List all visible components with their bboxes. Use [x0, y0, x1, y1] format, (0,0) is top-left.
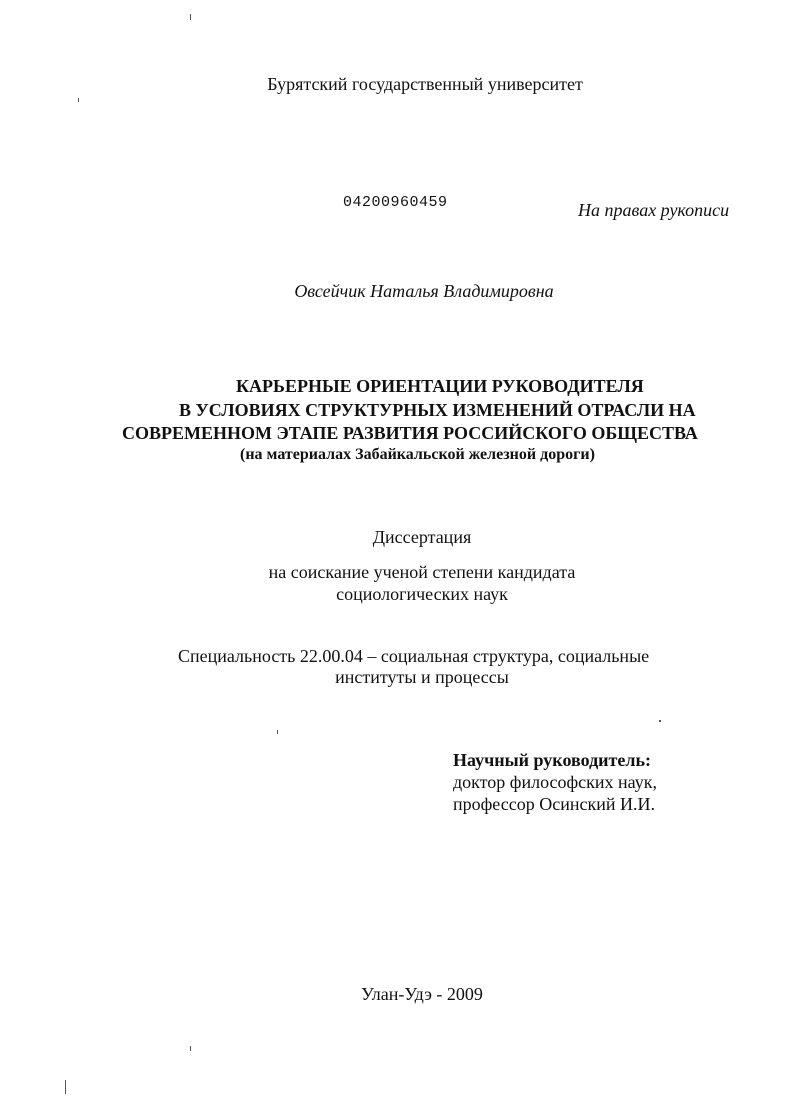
- scan-speck: [190, 1046, 191, 1051]
- place-year: Улан-Удэ - 2009: [361, 984, 483, 1004]
- degree-line-2: социологических наук: [336, 584, 508, 604]
- registry-number: 04200960459: [343, 194, 448, 211]
- title-subtitle: (на материалах Забайкальской железной дороги): [240, 446, 595, 463]
- document-type: Диссертация: [372, 527, 472, 547]
- supervisor-degree: доктор философских наук,: [453, 772, 657, 792]
- scan-speck: [659, 720, 661, 722]
- specialty-line-2: институты и процессы: [335, 667, 509, 687]
- title-line-3: СОВРЕМЕННОМ ЭТАПЕ РАЗВИТИЯ РОССИЙСКОГО ОБЩЕСТВА: [122, 423, 698, 443]
- scan-speck: [65, 1080, 66, 1094]
- supervisor-name: профессор Осинский И.И.: [453, 794, 655, 814]
- rights-note: На правах рукописи: [578, 200, 730, 220]
- specialty-line-1: Специальность 22.00.04 – социальная структура, социальные: [178, 646, 650, 666]
- title-line-2: В УСЛОВИЯХ СТРУКТУРНЫХ ИЗМЕНЕНИЙ ОТРАСЛИ НА: [179, 400, 696, 420]
- university-name: Бурятский государственный университет: [267, 74, 583, 94]
- title-line-1: КАРЬЕРНЫЕ ОРИЕНТАЦИИ РУКОВОДИТЕЛЯ: [236, 376, 644, 396]
- author-name: Овсейчик Наталья Владимировна: [294, 281, 554, 301]
- scan-speck: [78, 98, 79, 102]
- degree-line-1: на соискание ученой степени кандидата: [268, 562, 576, 582]
- supervisor-heading: Научный руководитель:: [453, 750, 651, 770]
- scan-speck: [277, 730, 278, 734]
- scan-speck: [190, 14, 191, 20]
